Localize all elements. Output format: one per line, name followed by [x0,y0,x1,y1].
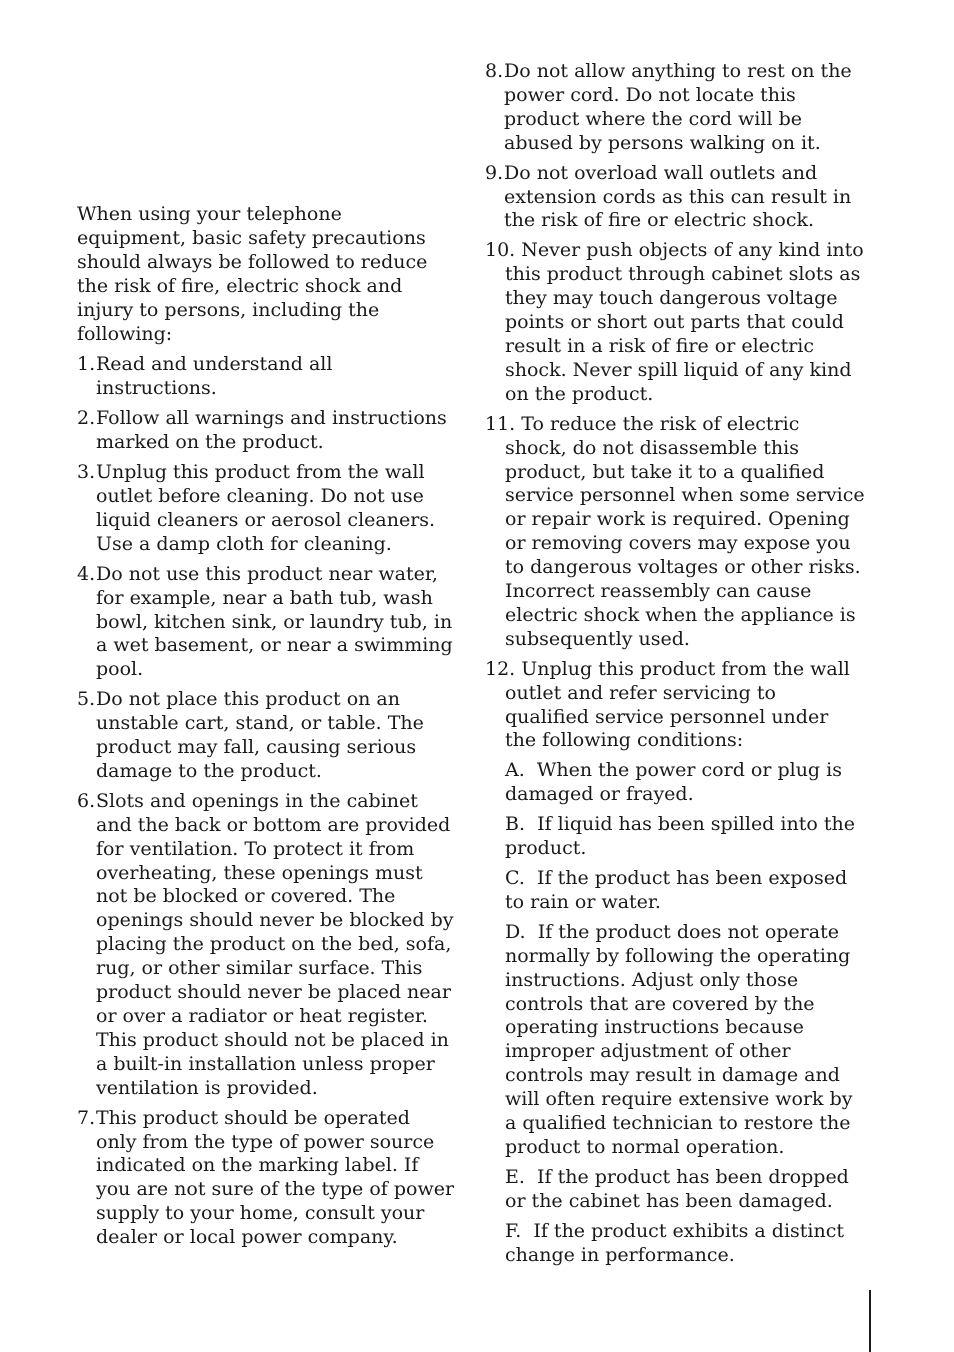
condition-f [505,1220,865,1268]
item-text: Do not overload wall outlets and extension cords as this can result in the risk of fire or electric shock. [504,161,852,232]
condition-b [505,813,865,861]
condition-e [505,1166,865,1214]
item-number: 12. [485,657,516,680]
list-item-6 [77,790,455,1101]
condition-text: If the product has been dropped or the cabinet has been damaged. [505,1165,849,1212]
page-edge-rule [869,1290,871,1352]
condition-letter: C. [505,867,525,889]
condition-text: If the product exhibits a distinct change in performance. [505,1219,845,1266]
item-number: 7. [77,1106,96,1129]
item-number: 6. [77,789,96,812]
list-item-10 [485,239,865,406]
condition-d [505,921,865,1160]
list-item-8 [485,60,865,156]
intro-paragraph: When using your telephone equipment, basic safety precautions should always be followed to reduce the risk of fire, electric shock and injury to persons, including the following: [77,203,428,345]
condition-letter: A. [505,759,525,782]
item-number: 2. [77,407,96,430]
list-item-2 [77,407,455,455]
item-text: Unplug this product from the wall outlet and refer servicing to qualified service personnel under the following conditions: [505,657,850,752]
item-text: Do not allow anything to rest on the power cord. Do not locate this product where the cord will be abused by persons walking on it. [504,60,852,154]
item-text: Slots and openings in the cabinet and the back or bottom are provided for ventilation. To protect it from overheating, these openings must not be blocked or covered. The openings should never be blocked by placing the product on the bed, sofa, rug, or other similar surface. This product should never be placed near or over a radiator or heat register. This product should not be placed in a built-in installation unless proper ventilation is provided. [96,789,454,1099]
list-item-12 [485,658,865,754]
item-text: Never push objects of any kind into this product through cabinet slots as they may touch dangerous voltage points or short out parts that could result in a risk of fire or electric shock. Never spill liquid of any kind on the product. [505,239,864,405]
list-item-9 [485,162,865,234]
list-item-5 [77,688,455,784]
list-item-7 [77,1107,455,1250]
condition-letter: F. [505,1219,522,1242]
item-text: Follow all warnings and instructions marked on the product. [96,407,447,454]
list-item-4 [77,563,455,683]
condition-letter: E. [505,1165,525,1188]
item-number: 9. [485,161,504,184]
item-text: Do not place this product on an unstable cart, stand, or table. The product may fall, causing serious damage to the product. [96,688,424,782]
right-column [485,60,865,1274]
item-number: 10. [485,239,516,262]
condition-text: If the product does not operate normally by following the operating instructions. Adjust only those controls that are covered by the operating instructions because improper adjustment of other controls may result in damage and will often require extensive work by a qualified technician to restore the product to normal operation. [505,920,853,1158]
item-number: 11. [485,412,516,435]
item-text: Read and understand all instructions. [96,353,333,400]
list-item-11 [485,413,865,652]
item-number: 5. [77,688,96,711]
item-number: 3. [77,461,96,484]
condition-c [505,867,865,915]
item-number: 1. [77,353,96,376]
item-text: This product should be operated only from the type of power source indicated on the marking label. If you are not sure of the type of power supply to your home, consult your dealer or local power company. [96,1106,455,1249]
condition-text: If the product has been exposed to rain or water. [505,867,848,913]
condition-a [505,759,865,807]
condition-letter: D. [505,920,526,943]
left-column [77,203,455,1256]
condition-text: If liquid has been spilled into the product. [505,813,855,860]
list-item-3 [77,461,455,557]
item-number: 8. [485,60,504,82]
item-number: 4. [77,562,96,585]
item-text: To reduce the risk of electric shock, do not disassemble this product, but take it to a qualified service personnel when some service or repair work is required. Opening or removing covers may expose you to dangerous voltages or other risks. Incorrect reassembly can cause electric shock when the appliance is subsequently used. [505,412,865,650]
item-text: Do not use this product near water, for example, near a bath tub, wash bowl, kitchen sink, or laundry tub, in a wet basement, or near a swimming pool. [96,562,453,681]
list-item-1 [77,353,455,401]
condition-letter: B. [505,813,526,836]
condition-text: When the power cord or plug is damaged or frayed. [505,759,842,806]
item-text: Unplug this product from the wall outlet before cleaning. Do not use liquid cleaners or aerosol cleaners. Use a damp cloth for cleaning. [96,461,436,555]
